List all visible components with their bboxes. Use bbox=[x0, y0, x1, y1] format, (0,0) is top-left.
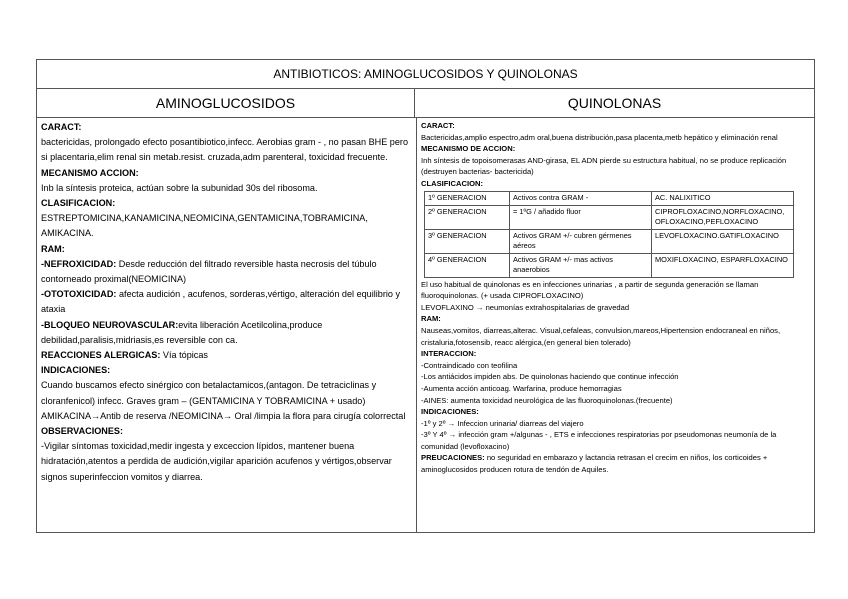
section-heading: CARACT: bbox=[421, 121, 455, 130]
quinolonas-column bbox=[417, 118, 814, 532]
table-cell: Activos GRAM +/- mas activos anaerobios bbox=[510, 253, 652, 277]
section-heading: RAM: bbox=[41, 243, 65, 254]
paragraph bbox=[41, 348, 414, 363]
paragraph bbox=[41, 318, 414, 348]
inline-heading: -NEFROXICIDAD: bbox=[41, 258, 117, 269]
table-cell: LEVOFLOXACINO.GATIFLOXACINO bbox=[652, 229, 794, 253]
document-title: ANTIBIOTICOS: AMINOGLUCOSIDOS Y QUINOLONAS bbox=[37, 60, 814, 89]
section-heading: OBSERVACIONES: bbox=[41, 426, 124, 437]
inline-heading: REACCIONES ALERGICAS: bbox=[41, 350, 161, 361]
section-heading: INTERACCION: bbox=[421, 349, 477, 359]
section-heading: INDICACIONES: bbox=[41, 365, 111, 376]
paragraph: -AINES: aumenta toxicidad neurológica de las fluoroquinolonas.(frecuente) bbox=[421, 395, 673, 405]
paragraph bbox=[41, 287, 414, 317]
paragraph: LEVOFLAXINO → neumonías extrahospitalarias de gravedad bbox=[421, 302, 630, 312]
table-cell: 4º GENERACION bbox=[425, 253, 510, 277]
table-row bbox=[425, 229, 794, 253]
paragraph bbox=[421, 452, 812, 475]
section-heading: CLASIFICACION: bbox=[41, 198, 116, 209]
table-cell: MOXIFLOXACINO, ESPARFLOXACINO bbox=[652, 253, 794, 277]
classification-table bbox=[424, 191, 794, 278]
paragraph: bactericidas, prolongado efecto posantibiotico,infecc. Aerobias gram - , no pasan BHE pero si placentaria,elim renal sin metab.resist. cruzada,adm parenteral, toxicidad frecuente. bbox=[41, 137, 408, 163]
paragraph: -3º Y 4º → infección gram +/algunas - , ETS e infecciones respiratorias por pseudomonas neumonía de la comunidad (levofloxacino) bbox=[421, 430, 777, 451]
header-aminoglucosidos: AMINOGLUCOSIDOS bbox=[37, 89, 415, 117]
inline-heading: -OTOTOXICIDAD: bbox=[41, 289, 117, 300]
paragraph: Inb la síntesis proteica, actúan sobre la subunidad 30s del ribosoma. bbox=[41, 182, 318, 193]
section-heading: MECANISMO DE ACCION: bbox=[421, 144, 516, 154]
document-table bbox=[36, 59, 815, 533]
table-cell: Activos GRAM +/- cubren gérmenes aéreos bbox=[510, 229, 652, 253]
paragraph: Inh síntesis de topoisomerasas AND-girasa, EL ADN pierde su estructura habitual, no se produce replicación (destruyen bacterias- bactericida) bbox=[421, 155, 787, 177]
paragraph: -Contraindicado con teofilina bbox=[421, 360, 518, 370]
table-cell: = 1ºG / añadido fluor bbox=[510, 205, 652, 229]
paragraph: -Aumenta acción anticoag. Warfarina, produce hemorragias bbox=[421, 383, 622, 393]
table-cell: 3º GENERACION bbox=[425, 229, 510, 253]
table-cell: Activos contra GRAM - bbox=[510, 191, 652, 205]
content-columns bbox=[37, 118, 814, 532]
paragraph: AMIKACINA→Antib de reserva /NEOMICINA→ Oral /limpia la flora para cirugía colorrectal bbox=[41, 410, 406, 421]
inline-text: afecta audición , acufenos, sorderas,vértigo, alteración del equilibrio y ataxia bbox=[41, 289, 401, 315]
inline-text: Desde reducción del filtrado reversible hasta necrosis del túbulo contorneado proximal(NEOMICINA) bbox=[41, 258, 377, 285]
quinolonas-bottom-text bbox=[421, 279, 812, 476]
section-heading: INDICACIONES: bbox=[421, 407, 479, 417]
inline-heading: -BLOQUEO NEUROVASCULAR: bbox=[41, 319, 179, 330]
paragraph: -Vigilar síntomas toxicidad,medir ingesta y exceccion lípidos, mantener buena hidratación,atentos a perdida de audición,vigilar aparición acufenos y vértigos,observar signos superinfeccion vomitos y diarrea. bbox=[41, 441, 392, 482]
table-cell: 1º GENERACION bbox=[425, 191, 510, 205]
section-heading: RAM: bbox=[421, 314, 441, 324]
table-cell: 2º GENERACION bbox=[425, 205, 510, 229]
paragraph: Cuando buscamos efecto sinérgico con betalactamicos,(antagon. De tetraciclinas y cloranfenicol) infecc. Graves gram – (GENTAMICINA Y TOBRAMICINA + usado) bbox=[41, 380, 377, 406]
paragraph: -Los antiácidos impiden abs. De quinolonas haciendo que continue infección bbox=[421, 372, 679, 382]
table-row bbox=[425, 191, 794, 205]
table-cell: AC. NALIXITICO bbox=[652, 191, 794, 205]
paragraph: ESTREPTOMICINA,KANAMICINA,NEOMICINA,GENTAMICINA,TOBRAMICINA, AMIKACINA. bbox=[41, 213, 368, 239]
table-row bbox=[425, 205, 794, 229]
paragraph: -1º y 2º → Infeccion urinaria/ diarreas del viajero bbox=[421, 418, 584, 428]
table-cell: CIPROFLOXACINO,NORFLOXACINO, OFLOXACINO,PEFLOXACINO bbox=[652, 205, 794, 229]
paragraph: Bactericidas,amplio espectro,adm oral,buena distribución,pasa placenta,metb hepático y eliminación renal bbox=[421, 132, 778, 142]
inline-text: no seguridad en embarazo y lactancia retrasan el crecim en niños, los corticoides + aminoglucosidos producen rotura de tendón de Aquiles. bbox=[421, 453, 768, 475]
inline-heading: PREUCACIONES: bbox=[421, 453, 485, 463]
table-row bbox=[425, 253, 794, 277]
column-headers bbox=[37, 89, 814, 118]
section-heading: CLASIFICACION: bbox=[421, 178, 484, 188]
inline-text: Vía tópicas bbox=[160, 350, 208, 361]
aminoglucosidos-column bbox=[37, 118, 417, 532]
section-heading: MECANISMO ACCION: bbox=[41, 167, 139, 178]
quinolonas-top-text bbox=[421, 120, 812, 190]
paragraph: Nauseas,vomitos, diarreas,alterac. Visual,cefaleas, convulsion,mareos,Hipertension endocraneal en niños, cristaluria,fotosensib, reacc alérgica,(en general bien tolerado) bbox=[421, 325, 781, 347]
header-quinolonas: QUINOLONAS bbox=[567, 95, 662, 111]
inline-text: evita liberación Acetilcolina,produce debilidad,paralisis,midriasis,es reversible con ca. bbox=[41, 319, 323, 345]
paragraph bbox=[41, 257, 414, 287]
paragraph: El uso habitual de quinolonas es en infecciones urinarias , a partir de segunda generación se llaman fluoroquinolonas. (+ usada CIPROFLOXACINO) bbox=[421, 279, 759, 301]
section-heading: CARACT: bbox=[41, 122, 82, 132]
